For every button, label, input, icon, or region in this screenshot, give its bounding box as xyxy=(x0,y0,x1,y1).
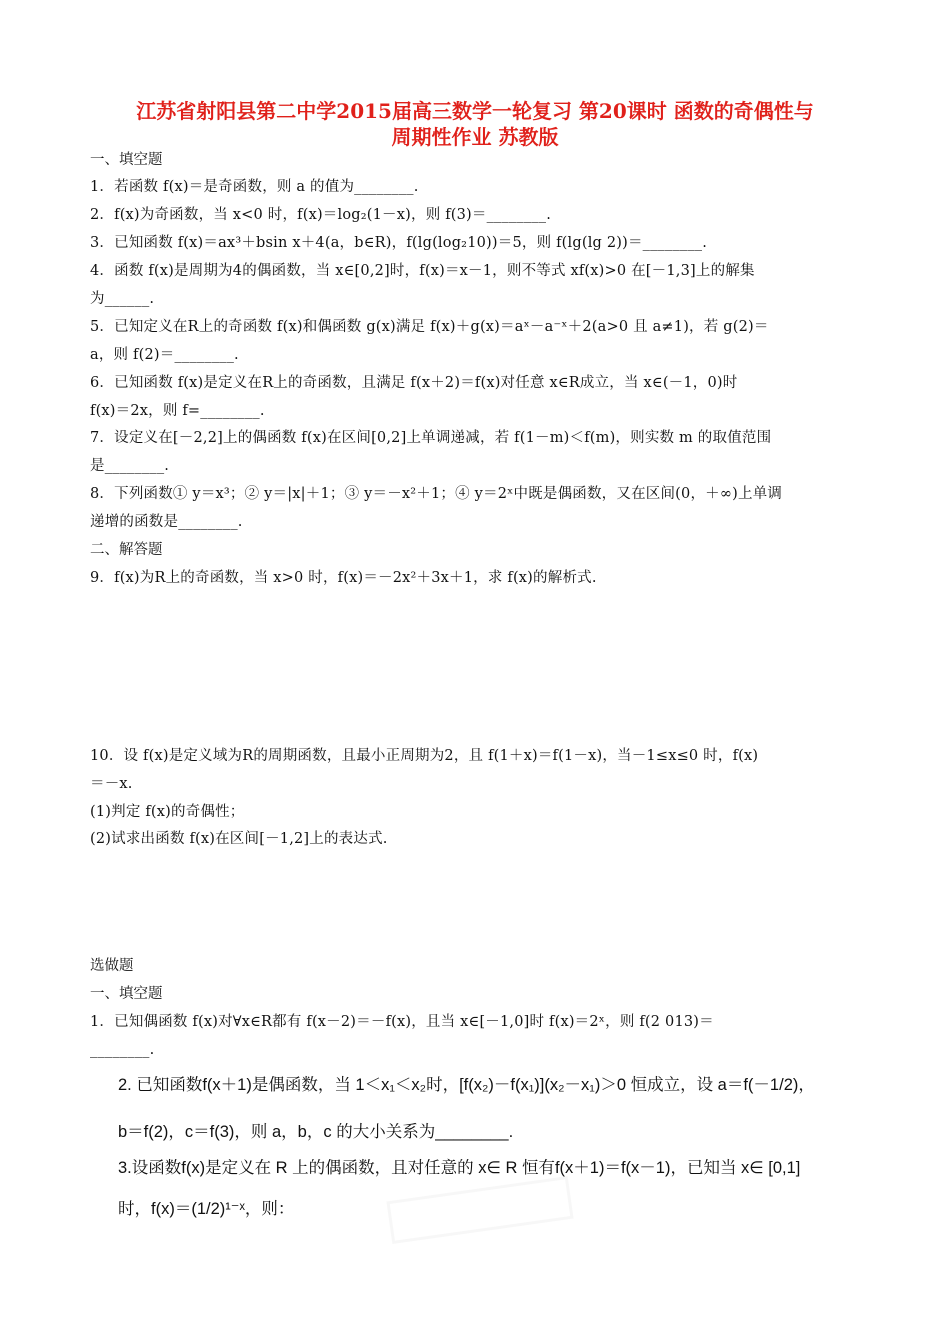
optional-question-1-line1: 1．已知偶函数 f(x)对∀x∈R都有 f(x－2)＝－f(x)，且当 x∈[－1,0]时 f(x)＝2ˣ，则 f(2 013)＝ xyxy=(90,1014,714,1030)
document-title-line2: 周期性作业 苏教版 xyxy=(391,125,559,149)
question-4-line1: 4．函数 f(x)是周期为4的偶函数，当 x∈[0,2]时，f(x)＝x－1，则不等式 xf(x)>0 在[－1,3]上的解集 xyxy=(90,263,755,279)
question-5-line2: a，则 f(2)＝________. xyxy=(90,347,239,363)
question-9: 9．f(x)为R上的奇函数，当 x>0 时，f(x)＝－2x²＋3x＋1，求 f(x)的解析式. xyxy=(90,570,597,586)
question-10-line1: 10．设 f(x)是定义域为R的周期函数，且最小正周期为2，且 f(1＋x)＝f(1－x)，当－1≤x≤0 时，f(x) xyxy=(90,748,759,764)
question-7-line2: 是________. xyxy=(90,458,170,474)
document-title-line1: 江苏省射阳县第二中学2015届高三数学一轮复习 第20课时 函数的奇偶性与 xyxy=(136,99,814,123)
section-heading-fill-2: 一、填空题 xyxy=(90,986,163,1002)
question-6-line1: 6．已知函数 f(x)是定义在R上的奇函数，且满足 f(x＋2)＝f(x)对任意 x∈R成立，当 x∈(－1，0)时 xyxy=(90,375,738,391)
question-10-part2: (2)试求出函数 f(x)在区间[－1,2]上的表达式. xyxy=(90,831,388,847)
question-2: 2．f(x)为奇函数，当 x<0 时，f(x)＝log₂(1－x)，则 f(3)＝________. xyxy=(90,207,552,223)
question-10-line2: ＝－x. xyxy=(90,776,133,792)
question-1: 1．若函数 f(x)＝是奇函数，则 a 的值为________. xyxy=(90,179,419,195)
optional-question-2-line2: b＝f(2)，c＝f(3)，则 a，b，c 的大小关系为________. xyxy=(118,1123,514,1141)
question-5-line1: 5．已知定义在R上的奇函数 f(x)和偶函数 g(x)满足 f(x)＋g(x)＝aˣ－a⁻ˣ＋2(a>0 且 a≠1)，若 g(2)＝ xyxy=(90,319,769,335)
question-8-line1: 8．下列函数① y＝x³；② y＝|x|＋1；③ y＝－x²＋1；④ y＝2ˣ中既是偶函数，又在区间(0，＋∞)上单调 xyxy=(90,486,783,502)
optional-question-3-line2: 时，f(x)＝(1/2)¹⁻ˣ，则： xyxy=(118,1200,295,1218)
watermark-stamp xyxy=(380,1170,580,1250)
optional-question-3-line1: 3.设函数f(x)是定义在 R 上的偶函数，且对任意的 x∈ R 恒有f(x＋1)＝f(x－1)，已知当 x∈ [0,1] xyxy=(118,1159,801,1177)
section-heading-fill: 一、填空题 xyxy=(90,152,163,168)
question-4-line2: 为______. xyxy=(90,291,155,307)
question-8-line2: 递增的函数是________. xyxy=(90,514,243,530)
section-heading-solve: 二、解答题 xyxy=(90,542,163,558)
question-7-line1: 7．设定义在[－2,2]上的偶函数 f(x)在区间[0,2]上单调递减，若 f(1－m)＜f(m)，则实数 m 的取值范围 xyxy=(90,430,772,446)
question-6-line2: f(x)＝2x，则 f=________. xyxy=(90,403,265,419)
optional-question-2-line1: 2. 已知函数f(x＋1)是偶函数，当 1＜x₁＜x₂时，[f(x₂)－f(x₁)](x₂－x₁)＞0 恒成立，设 a＝f(－1/2)， xyxy=(118,1076,815,1094)
question-10-part1: (1)判定 f(x)的奇偶性； xyxy=(90,804,245,820)
optional-heading: 选做题 xyxy=(90,958,134,974)
question-3: 3．已知函数 f(x)＝ax³＋bsin x＋4(a，b∈R)，f(lg(log₂10))＝5，则 f(lg(lg 2))＝________. xyxy=(90,235,708,251)
optional-question-1-line2: ________. xyxy=(90,1042,155,1058)
